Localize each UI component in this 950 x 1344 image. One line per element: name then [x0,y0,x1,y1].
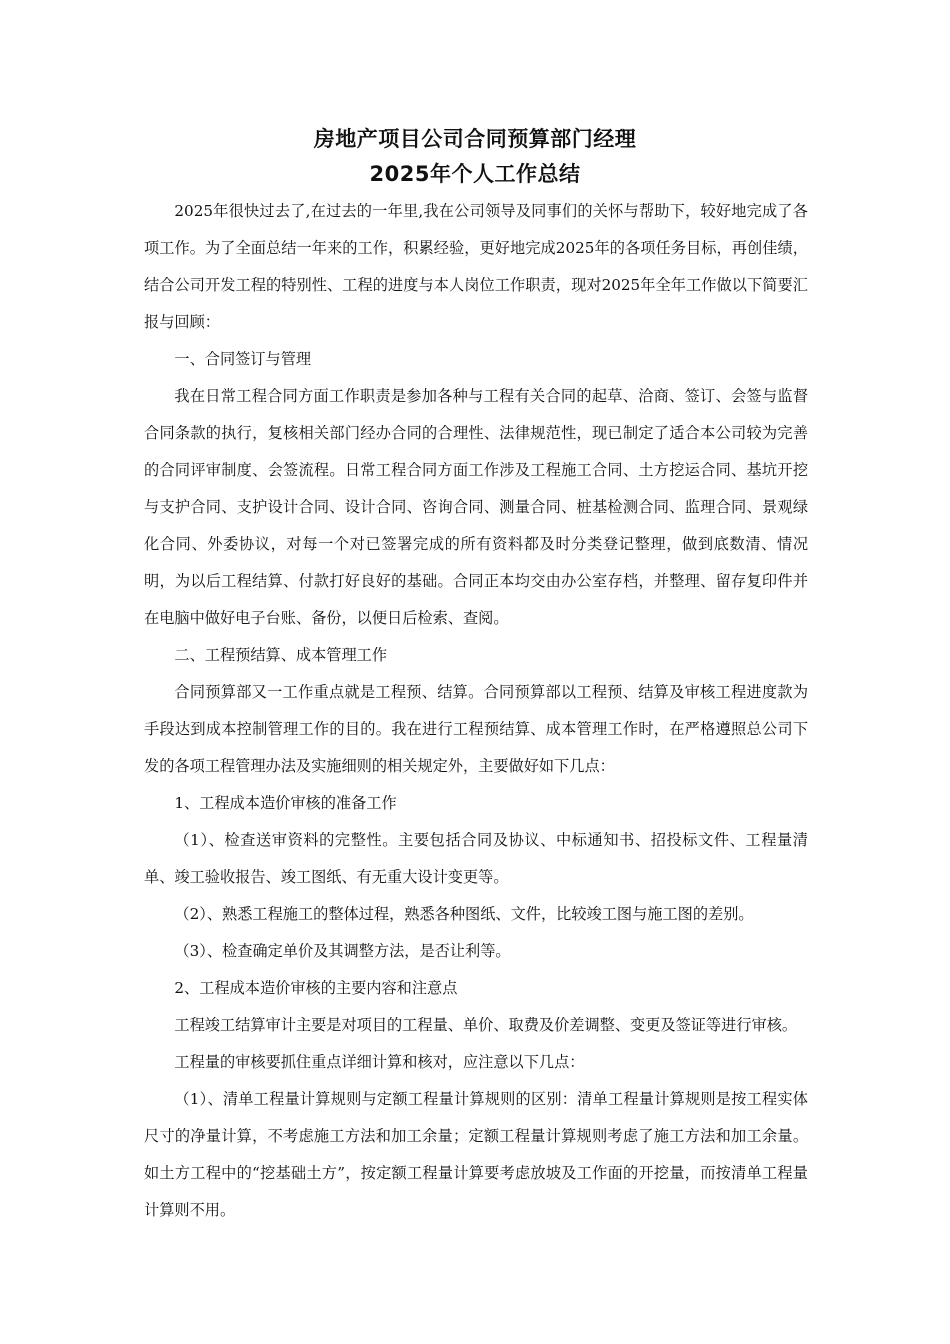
document-subtitle: 2025年个人工作总结 [369,162,581,186]
paragraph-intro: 2025年很快过去了,在过去的一年里,我在公司领导及同事们的关怀与帮助下，较好地完成了各项工作。为了全面总结一年来的工作，积累经验，更好地完成2025年的各项任务目标，再创佳绩，结合公司开发工程的特别性、工程的进度与本人岗位工作职责，现对2025年全年工作做以下简要汇报与回顾： [144,202,808,331]
document-title: 房地产项目公司合同预算部门经理 [313,127,637,151]
section-heading-contract: 一、合同签订与管理 [174,350,312,368]
list-item: （1）、检查送审资料的完整性。主要包括合同及协议、中标通知书、招投标文件、工程量清单、竣工验收报告、竣工图纸、有无重大设计变更等。 [144,831,808,886]
paragraph-quantity: 工程量的审核要抓住重点详细计算和核对，应注意以下几点： [174,1053,585,1071]
paragraph-budget: 合同预算部又一工作重点就是工程预、结算。合同预算部以工程预、结算及审核工程进度款为手段达到成本控制管理工作的目的。我在进行工程预结算、成本管理工作时，在严格遵照总公司下发的各项工程管理办法及实施细则的相关规定外，主要做好如下几点： [144,683,808,775]
document-body [144,193,808,1229]
list-item: （2）、熟悉工程施工的整体过程，熟悉各种图纸、文件，比较竣工图与施工图的差别。 [174,905,754,923]
section-heading-budget: 二、工程预结算、成本管理工作 [174,646,388,664]
subheading-preparation: 1、工程成本造价审核的准备工作 [174,794,397,812]
subheading-review-content: 2、工程成本造价审核的主要内容和注意点 [174,979,458,997]
paragraph-contract: 我在日常工程合同方面工作职责是参加各种与工程有关合同的起草、洽商、签订、会签与监督合同条款的执行，复核相关部门经办合同的合理性、法律规范性，现已制定了适合本公司较为完善的合同评审制度、会签流程。日常工程合同方面工作涉及工程施工合同、土方挖运合同、基坑开挖与支护合同、支护设计合同、设计合同、咨询合同、测量合同、桩基检测合同、监理合同、景观绿化合同、外委协议，对每一个对已签署完成的所有资料都及时分类登记整理，做到底数清、情况明，为以后工程结算、付款打好良好的基础。合同正本均交由办公室存档，并整理、留存复印件并在电脑中做好电子台账、备份，以便日后检索、查阅。 [144,387,808,627]
paragraph-audit: 工程竣工结算审计主要是对项目的工程量、单价、取费及价差调整、变更及签证等进行审核。 [174,1016,798,1034]
list-item: （1）、清单工程量计算规则与定额工程量计算规则的区别：清单工程量计算规则是按工程实体尺寸的净量计算，不考虑施工方法和加工余量；定额工程量计算规则考虑了施工方法和加工余量。如土方工程中的“挖基础土方”，按定额工程量计算要考虑放坡及工作面的开挖量，而按清单工程量计算则不用。 [144,1090,808,1219]
list-item: （3）、检查确定单价及其调整方法，是否让利等。 [174,942,511,960]
